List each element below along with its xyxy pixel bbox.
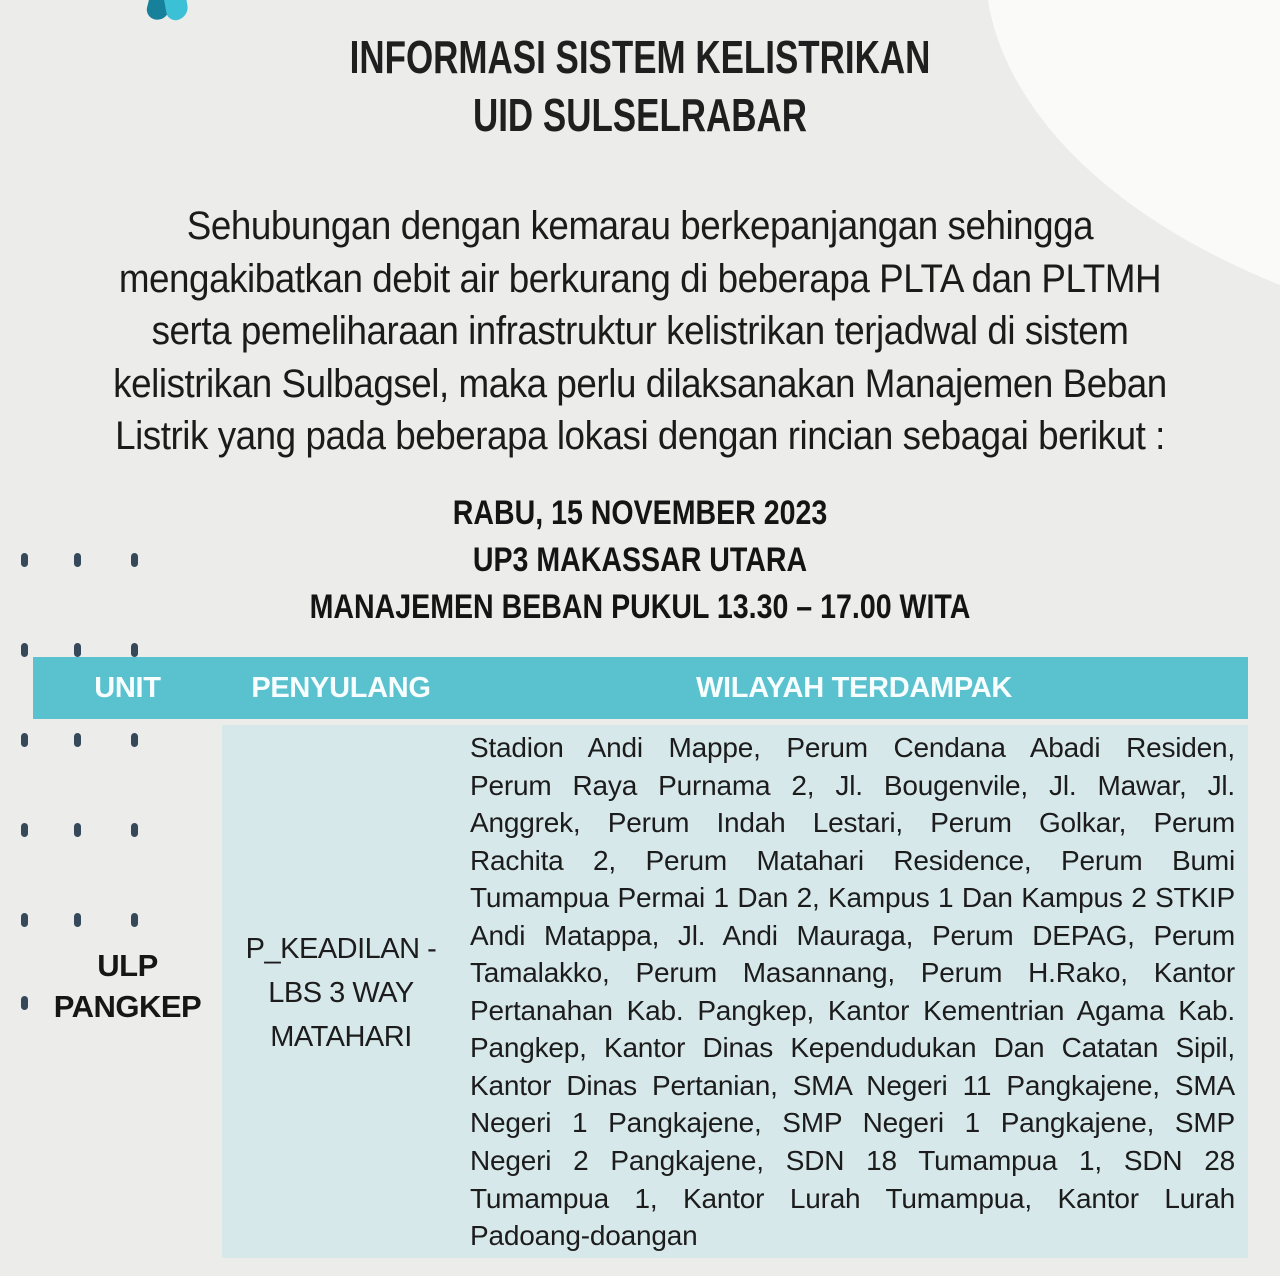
- text-line: Tamalakko, Perum Masannang, Perum H.Rako, Kantor: [470, 957, 1235, 989]
- title-line-1: INFORMASI SISTEM KELISTRIKAN: [349, 31, 931, 83]
- decor-dot: [74, 823, 81, 837]
- decor-dot: [74, 733, 81, 747]
- decor-dot: [131, 733, 138, 747]
- decor-dot: [21, 823, 28, 837]
- text-line: Negeri 1 Pangkajene, SMP Negeri 1 Pangkajene, SMP: [470, 1107, 1235, 1139]
- logo-shape-light: [162, 0, 189, 22]
- column-header-unit: UNIT: [94, 672, 161, 704]
- column-header-wilayah: WILAYAH TERDAMPAK: [695, 672, 1013, 704]
- schedule-unit: UP3 MAKASSAR UTARA: [472, 541, 808, 579]
- text-line: Andi Matappa, Jl. Andi Mauraga, Perum DEPAG, Perum: [470, 919, 1235, 951]
- text-line: Listrik yang pada beberapa lokasi dengan rincian sebagai berikut :: [115, 414, 1165, 458]
- penyulang-cell: [222, 927, 460, 1059]
- text-line: Padoang-doangan: [470, 1220, 698, 1252]
- text-line: MATAHARI: [270, 1021, 412, 1053]
- text-line: P_KEADILAN -: [245, 933, 437, 965]
- decor-dot: [21, 733, 28, 747]
- text-line: Rachita 2, Perum Matahari Residence, Perum Bumi: [470, 844, 1235, 876]
- intro-paragraph: [51, 200, 1229, 463]
- text-line: kelistrikan Sulbagsel, maka perlu dilaksanakan Manajemen Beban: [113, 361, 1167, 406]
- decor-dot: [131, 553, 138, 567]
- text-line: serta pemeliharaan infrastruktur kelistrikan terjadwal di sistem: [151, 309, 1129, 353]
- decor-dot: [131, 823, 138, 837]
- text-line: Tumampua 1, Kantor Lurah Tumampua, Kantor Lurah: [470, 1182, 1235, 1214]
- text-line: Kantor Dinas Pertanian, SMA Negeri 11 Pangkajene, SMA: [470, 1069, 1235, 1101]
- text-line: ULP: [97, 948, 158, 983]
- title-line-2: UID SULSELRABAR: [472, 89, 808, 141]
- decor-dot: [21, 913, 28, 927]
- decor-dot: [21, 553, 28, 567]
- page-title: [154, 28, 1127, 144]
- schedule-block: [102, 490, 1177, 631]
- wilayah-terdampak-cell: [470, 729, 1235, 1255]
- decor-dot: [131, 643, 138, 657]
- schedule-date: RABU, 15 NOVEMBER 2023: [452, 494, 828, 532]
- text-line: Anggrek, Perum Indah Lestari, Perum Golkar, Perum: [470, 807, 1235, 839]
- text-line: LBS 3 WAY: [268, 977, 414, 1009]
- decor-dot: [131, 913, 138, 927]
- text-line: Stadion Andi Mappe, Perum Cendana Abadi Residen,: [470, 732, 1235, 763]
- table-header: [33, 657, 1248, 719]
- decor-dot: [21, 643, 28, 657]
- decor-dot: [74, 553, 81, 567]
- text-line: Perum Raya Purnama 2, Jl. Bougenvile, Jl. Mawar, Jl.: [470, 769, 1235, 801]
- schedule-time: MANAJEMEN BEBAN PUKUL 13.30 – 17.00 WITA: [309, 588, 971, 626]
- text-line: Tumampua Permai 1 Dan 2, Kampus 1 Dan Kampus 2 STKIP: [470, 882, 1235, 914]
- unit-cell: [33, 945, 222, 1027]
- decor-dot: [21, 996, 28, 1010]
- text-line: Sehubungan dengan kemarau berkepanjangan sehingga: [186, 204, 1094, 248]
- pln-logo-fragment-icon: [146, 0, 196, 24]
- text-line: PANGKEP: [53, 989, 202, 1024]
- text-line: Pertanahan Kab. Pangkep, Kantor Kementrian Agama Kab.: [470, 994, 1235, 1026]
- text-line: Negeri 2 Pangkajene, SDN 18 Tumampua 1, SDN 28: [470, 1145, 1235, 1177]
- text-line: Pangkep, Kantor Dinas Kependudukan Dan Catatan Sipil,: [470, 1032, 1235, 1064]
- decor-dot: [74, 643, 81, 657]
- text-line: mengakibatkan debit air berkurang di beberapa PLTA dan PLTMH: [118, 256, 1162, 301]
- decor-dot: [74, 913, 81, 927]
- column-header-penyulang: PENYULANG: [251, 672, 431, 704]
